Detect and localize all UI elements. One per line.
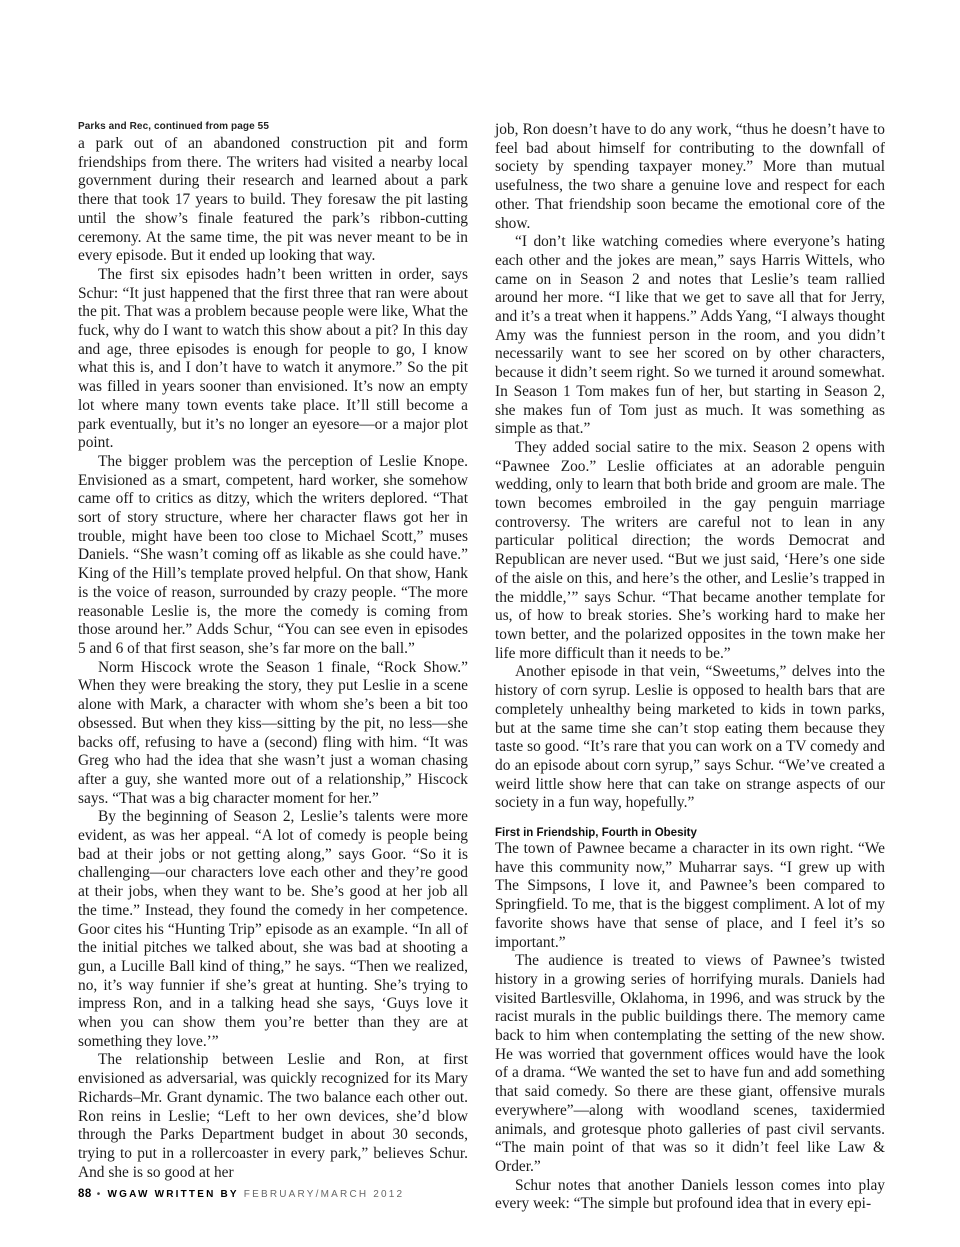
paragraph: The bigger problem was the perception of Leslie Knope. Envisioned as a smart, competent, hard worker, she somehow came off to critics as ditzy, which the writers deplored. “That sort of story structure, where her character flaws got her in trouble, might have been too close to Michael Scott,” muses Daniels. “She wasn’t coming off as likable as she could have.” King of the Hill’s template proved helpful. On that show, Hank is the voice of reason, surrounded by crazy people. “The more reasonable Leslie is, the more the comedy is coming from those around her.” Adds Schur, “You can see even in episodes 5 and 6 of that first season, she’s far more on the ball.” bbox=[78, 452, 468, 657]
issue-date: FEBRUARY/MARCH 2012 bbox=[243, 1189, 405, 1200]
paragraph: The town of Pawnee became a character in its own right. “We have this community now,” Muharrar says. “I grew up with The Simpsons, I love it, and Pawnee’s been compared to Springfield. To me, that is the biggest compliment. A lot of my favorite shows have that sense of place, and I feel it’s so important.” bbox=[495, 840, 885, 951]
footer-bullet: • bbox=[96, 1189, 103, 1200]
continued-from-label: Parks and Rec, continued from page 55 bbox=[78, 121, 269, 132]
left-column bbox=[78, 121, 468, 1182]
paragraph: The audience is treated to views of Pawnee’s twisted history in a growing series of horrifying murals. Daniels had visited Bartlesville, Oklahoma, in 1996, and was struck by the racist murals in the public buildings there. The memory came back to him when contemplating the setting of the new show. He was worried that government offices would have the look of a drama. “We wanted the set to have fun and add something that said comedy. So there are these giant, offensive murals everywhere”—along with woodland scenes, taxidermied animals, and grotesque photo galleries of past civil servants. “The main point of that was so it didn’t feel like Law & Order.” bbox=[495, 952, 885, 1175]
paragraph: job, Ron doesn’t have to do any work, “thus he doesn’t have to feel bad about himself for contributing to the downfall of society by spending taxpayer money.” More than mutual usefulness, the two share a genuine love and respect for each other. That friendship soon became the emotional core of the show. bbox=[495, 121, 885, 232]
paragraph: The first six episodes hadn’t been written in order, says Schur: “It just happened that the first three that ran were about the pit. That was a problem because people were like, What the fuck, why do I want to watch this show about a pit? In this day and age, three episodes is enough for people to go, I know what this is, and I don’t have to watch it anymore.” So the pit was filled in years sooner than envisioned. It’s now an empty lot where many town events take place. It’ll still become a park eventually, but it’s no longer an eyesore—or a major plot point. bbox=[78, 265, 468, 452]
right-column bbox=[495, 121, 885, 1214]
page-number: 88 bbox=[78, 1188, 92, 1200]
page-footer bbox=[78, 1188, 404, 1200]
paragraph: “I don’t like watching comedies where everyone’s hating each other and the jokes are mean,” says Harris Wittels, who came on in Season 2 and notes that Leslie’s team rallied around her more. “I like that we get to save all that for Jerry, and it’s a treat when it happens.” Adds Yang, “I always thought Amy was the funniest person in the room, and you didn’t necessarily want to see her scored on by other characters, because it didn’t seem right. So we turned it around somewhat. In Season 1 Tom makes fun of her, but starting in Season 2, she makes fun of Tom just as much. It was something as simple as that.” bbox=[495, 233, 885, 438]
paragraph: Another episode in that vein, “Sweetums,” delves into the history of corn syrup. Leslie is opposed to health bars that are completely unhealthy being marketed to kids in town parks, but at the same time she can’t stop eating them because they taste so good. “It’s rare that you can work on a TV comedy and do an episode about corn syrup,” says Schur. “We’ve created a weird little show here that can take on strange aspects of our society in a fun way, hopefully.” bbox=[495, 663, 885, 812]
section-heading: First in Friendship, Fourth in Obesity bbox=[495, 827, 697, 840]
paragraph: The relationship between Leslie and Ron, at first envisioned as adversarial, was quickly recognized for its Mary Richards–Mr. Grant dynamic. The two balance each other out. Ron reins in Leslie; “Left to her own devices, she’d blow through the Parks Department budget in about 30 seconds, trying to put in a rollercoaster in every park,” believes Schur. And she is so good at her bbox=[78, 1051, 468, 1181]
paragraph: They added social satire to the mix. Season 2 opens with “Pawnee Zoo.” Leslie officiates at an adorable penguin wedding, only to learn that both bride and groom are male. The town becomes embroiled in the gay penguin marriage controversy. The writers are careful not to lean in any particular political direction; the words Democrat and Republican are never used. “But we just said, ‘Here’s one side of the aisle on this, and here’s the other, and Leslie’s trapped in the middle,’” says Schur. “That became another template for us, of how to break stories. She’s working hard to make her town better, and the polarized opposites in the town make her life more difficult than it needs to be.” bbox=[495, 438, 885, 662]
paragraph: By the beginning of Season 2, Leslie’s talents were more evident, as was her appeal. “A lot of comedy is people being bad at their jobs or not getting along,” says Goor. “So it is challenging—our characters love each other and they’re good at their jobs, when they want to be. She’s good at her job all the time.” Instead, they found the comedy in her competence. Goor cites his “Hunting Trip” episode as an example. “In all of the initial pitches we talked about, she was bad at shooting a gun, a Lucille Ball kind of thing,” he says. “Then we realized, no, it’s way funnier if she’s great at hunting. She’s trying to impress Ron, and in a talking head she says, ‘Guys love it when you can show them you’re better than they are at something they love.’” bbox=[78, 808, 468, 1050]
publication-name: WGAW WRITTEN BY bbox=[107, 1189, 239, 1200]
paragraph: Norm Hiscock wrote the Season 1 finale, “Rock Show.” When they were breaking the story, they put Leslie in a scene alone with Mark, a character with whom she’s been a bit too obsessed. But when they kiss—sitting by the pit, no less—she backs off, refusing to have a (second) fling with him. “It was Greg who had the idea that she wasn’t just a woman chasing after a guy, she wanted more out of a relationship,” Hiscock says. “That was a big character moment for her.” bbox=[78, 658, 468, 807]
paragraph: a park out of an abandoned construction pit and form friendships from there. The writers had visited a nearby local government during their research and learned about a park there that took 17 years to build. They foresaw the pit lasting until the show’s finale featured the park’s ribbon-cutting ceremony. At the same time, the pit was never meant to be in every episode. But it ended up looking that way. bbox=[78, 135, 468, 265]
paragraph: Schur notes that another Daniels lesson comes into play every week: “The simple but profound idea that in every epi- bbox=[495, 1176, 885, 1213]
